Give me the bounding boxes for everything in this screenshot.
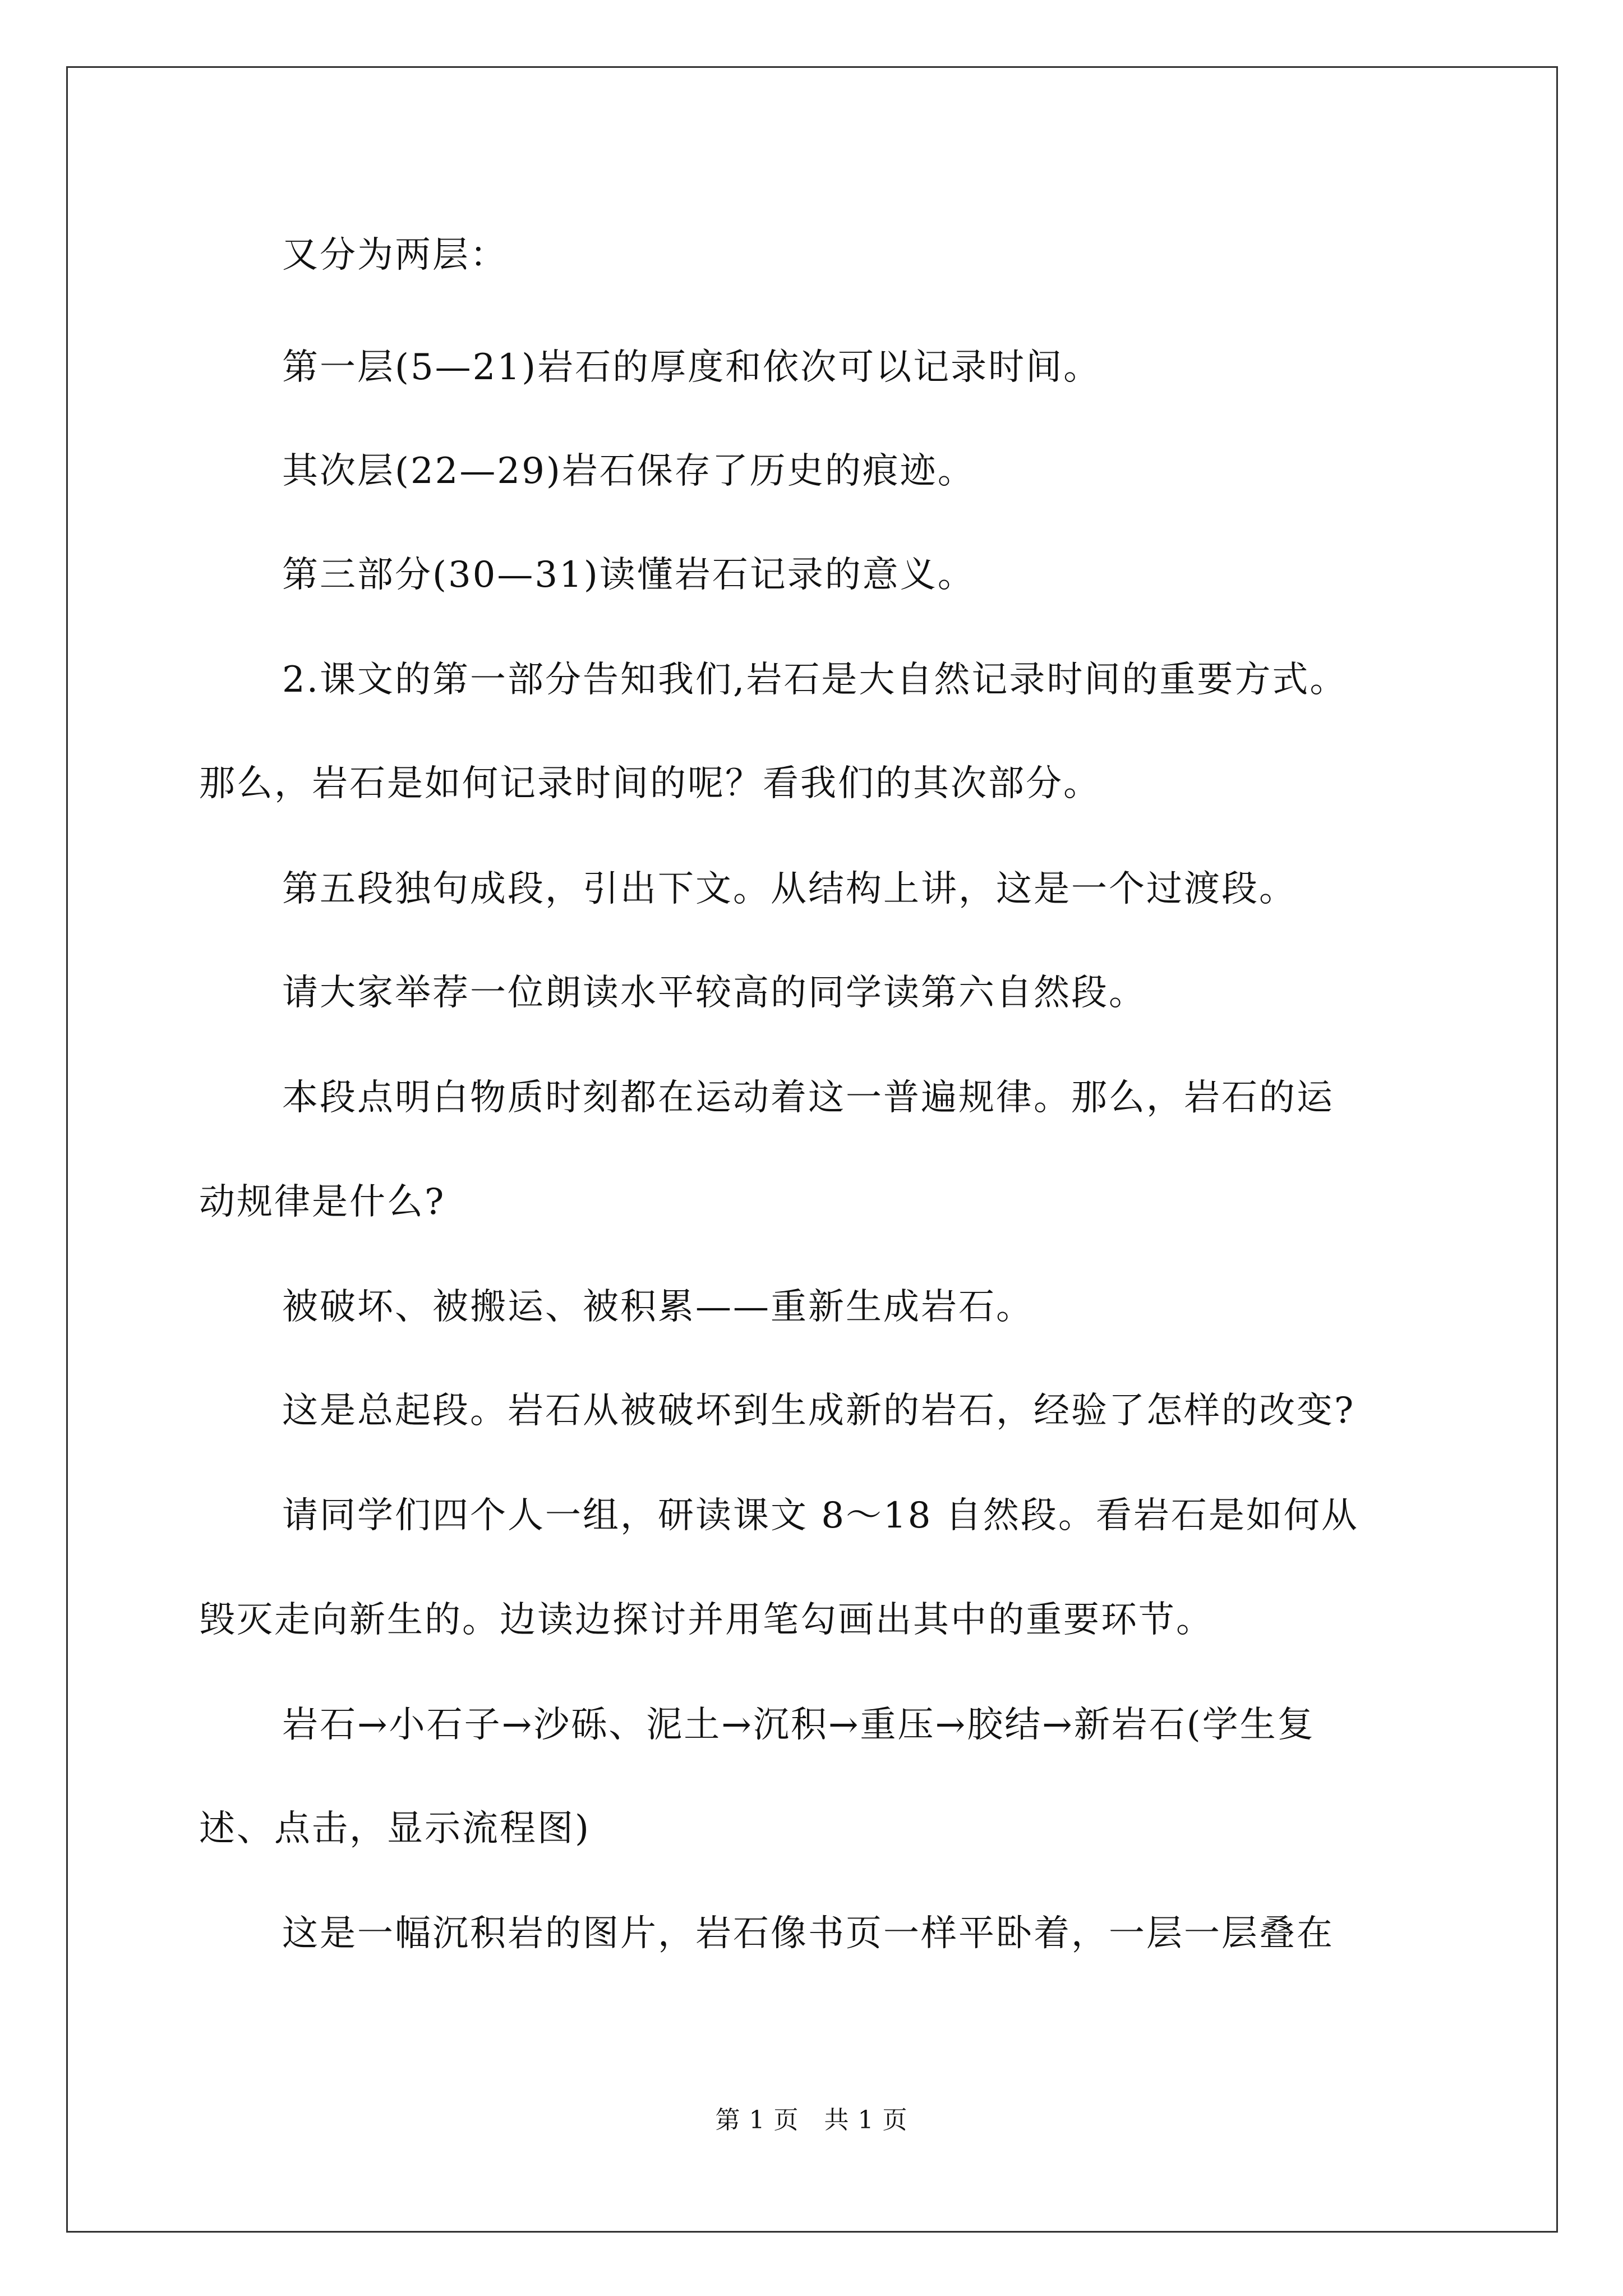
- paragraph-line: 其次层(22—29)岩石保存了历史的痕迹。: [282, 450, 975, 492]
- page-number-footer: 第 1 页 共 1 页: [715, 2106, 908, 2134]
- paragraph-line: 述、点击，显示流程图): [199, 1808, 591, 1849]
- paragraph-line: 请大家举荐一位朗读水平较高的同学读第六自然段。: [282, 972, 1146, 1014]
- paragraph-line: 第五段独句成段，引出下文。从结构上讲，这是一个过渡段。: [282, 868, 1297, 910]
- page-border: [66, 66, 1558, 2233]
- paragraph-line: 这是总起段。岩石从被破坏到生成新的岩石，经验了怎样的改变?: [282, 1390, 1355, 1432]
- paragraph-line: 第一层(5—21)岩石的厚度和依次可以记录时间。: [282, 347, 1101, 388]
- paragraph-line: 被破坏、被搬运、被积累——重新生成岩石。: [282, 1286, 1034, 1328]
- paragraph-line: 2.课文的第一部分告知我们,岩石是大自然记录时间的重要方式。: [282, 659, 1348, 701]
- paragraph-line: 那么，岩石是如何记录时间的呢？看我们的其次部分。: [199, 763, 1101, 804]
- paragraph-line: 本段点明白物质时刻都在运动着这一普遍规律。那么，岩石的运: [282, 1077, 1334, 1119]
- paragraph-line: 岩石→小石子→沙砾、泥土→沉积→重压→胶结→新岩石(学生复: [282, 1704, 1315, 1746]
- paragraph-line: 又分为两层：: [282, 234, 508, 276]
- paragraph-line: 第三部分(30—31)读懂岩石记录的意义。: [282, 554, 975, 596]
- paragraph-line: 动规律是什么?: [199, 1181, 446, 1223]
- paragraph-line: 请同学们四个人一组，研读课文 8～18 自然段。看岩石是如何从: [282, 1495, 1359, 1536]
- paragraph-line: 这是一幅沉积岩的图片，岩石像书页一样平卧着，一层一层叠在: [282, 1913, 1334, 1954]
- paragraph-line: 毁灭走向新生的。边读边探讨并用笔勾画出其中的重要环节。: [199, 1599, 1214, 1641]
